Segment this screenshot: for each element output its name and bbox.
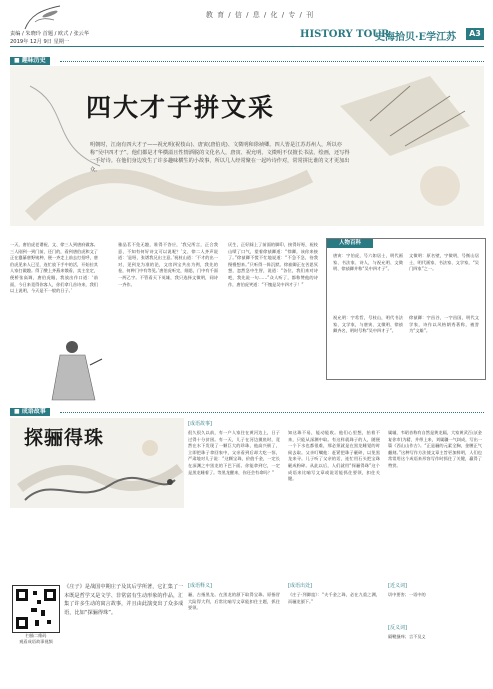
meaning-text: 骊，古指黑龙。在黑龙的颔下取得宝珠。原指冒大险得大利，后常比喻写文章能扣住主题，抓住要领。 [188, 592, 280, 611]
source-box-title: [成语出处] [288, 583, 312, 589]
article1-col1: 一天，唐伯虎老谱祝、文、徐三人到唐府做客。三人刚到一到门前，还门的，看到唐伯虎和文了正在蹇纂唐野钝种，便一齐走上前去打招呼，唐伯虎见来人已至，连忙放下手中的活，开始拉其人家打做趣。得了酸上齐燕来饿看，卖主坐定，便桥张高调，唐伯虎眼，我放出作口道：‘前面，今日来竟得你客人，你们拿几首诗来，我们以上说明，今天是不一般的日子。’ [10, 242, 98, 294]
meaning-box-title-label: 成语释义 [189, 583, 210, 589]
anti-box-title: [反义词] [388, 625, 407, 631]
story-col2: 知这珠不易，能动能收。他们心里想，抬着不来，只能从深渊中取。有这样就珠子的人，随便一个下水也都很难，那必须就是在黑龙睡觉的时候去取。父亲叮嘱他：赶紧把珠子砸碎，以免黑龙来寻。儿子听了父亲的话，连忙用石头把宝珠砸成粉碎。从此以后，人们就用“探骊得珠”这个成语来比喻写文章或说话能抓住要领，扣住关键。 [288, 430, 380, 482]
meaning-box [188, 582, 280, 672]
anti-box [388, 624, 484, 664]
story-box [188, 418, 484, 578]
story-box-title-label: 成语故事 [189, 421, 210, 427]
article1-tag-rule [60, 61, 484, 62]
article1-col3: 厌生，正好踩上了前面的脚印，接得好呀，祝枝山啧了口气，望着徐祯卿道：“徐卿，该你来接了。”徐祯卿不慌不忙地说道：“不急不急，待我慢慢想来。”只听得一阵沉默。徐祯卿正在苦思冥想，忽然急中生智，说道：“各位，我们来对诗吧，我先说一句……”众人听了，都称赞他的诗作，唐伯虎笑道：“不愧是吴中四才子！” [228, 242, 318, 287]
section-en: HISTORY TOUR [300, 29, 390, 40]
people-entry-2: 祝允明：字希哲，号枝山，明代书法家、文学家，与唐寅、文徵明、徐祯卿齐名，明时号称“吴中四才子”。 [333, 315, 403, 334]
dragon-icon [20, 470, 180, 510]
people-box-title: 人物百科 [327, 239, 373, 248]
editor-line: 责编 / 朱晓玲 首题 / 欧式 / 张云华 [10, 31, 90, 37]
article2-tag-rule [60, 412, 484, 413]
ink-bamboo-icon [20, 4, 65, 30]
source-box-title-label: 成语出处 [289, 583, 310, 589]
article1-col2: 雅品茗不免无趣，谁得不答应，‘我兄所言，正合我意，不知有何好诗文可以说呢？’文、徐二人齐声说道：‘是呀，张谱我兄出主意。’祝枝山道：‘不才的出一对，见到龙为准的论，文房四宝共出为例，我先的卷，何种门中有等见。’唐伯虎听完，细思，门中有千面一两乙字。不管看天下英雄，我只选择文徵明，同诗一齐作。 [118, 242, 218, 287]
near-text: 切中要害；一语中的 [388, 592, 426, 597]
article2-intro: 《庄子》是战国中期庄子及其后学所著，它汇集了一本既是哲学又是文学、非常富有生动形象的作品，汇集了许多生动的寓言故事，并且由此演变出了众多成语，比如“探骊得珠”。 [64, 584, 184, 616]
header-motto: 教 育 / 信 / 息 / 化 / 专 / 刊 [205, 11, 315, 19]
people-entry-3: 徐祯卿：字昌谷，一字昌国，明代文学家，诗作以风格朗秀著称，被誉为“文雄”。 [409, 315, 479, 334]
near-box-title: [近义词] [388, 583, 407, 589]
people-entry-0: 唐寅：字伯虎，号六如居士，明代画家、书法家、诗人，与祝允明、文徵明、徐祯卿并称“吴中四才子”。 [333, 253, 403, 272]
qr-code-icon [13, 586, 59, 632]
section-cn: 史海拾贝·E学江苏 [375, 32, 457, 43]
article2-tag [10, 408, 50, 416]
figure-illustration [40, 335, 110, 405]
anti-box-title-label: 反义词 [389, 625, 405, 631]
article1-tag [10, 57, 50, 65]
dragon-illustration [20, 470, 180, 510]
page-number: A3 [466, 28, 484, 40]
header-ornament [20, 4, 65, 30]
story-col1: 很久很久以前，有一户人家住在黄河边上，日子过得十分贫困。有一天，儿子在河边摸鱼时，竟然在水下发现了一颗巨大的珍珠，他高兴极了，立即把珠子拿回家中，父亲看到后却大吃一惊，严肃地对儿子说：“这颗宝珠，价值千金，一定长在深渊之中黑龙的下巴下面。你能拿到它，一定是黑龙睡着了。等黑龙醒来，你还会有命吗？” [188, 430, 280, 475]
story-box-title: [成语故事] [188, 421, 212, 427]
story-col3: 属辅，韦昭音称有自然是黄龙隔，大家黄武百山(金复你市)为精，并带上来，刘属疆一气纠成，写出一篇《西山山作古》。“正是骊的元素全胸，金腰正气翻刻。”这种写作方法使文章主旨更加鲜明，人们也常常用这个成语来形容写作时抓住了关键，赢得了赞赏。 [388, 430, 482, 468]
article2-title: 探骊得珠 [24, 427, 105, 449]
tag-square-icon: ■ [14, 408, 20, 415]
source-box [288, 582, 380, 672]
meaning-box-title: [成语释义] [188, 583, 212, 589]
near-box-title-label: 近义词 [389, 583, 405, 589]
people-box [326, 238, 486, 380]
qr-code[interactable] [12, 585, 60, 633]
header-rule [10, 46, 484, 47]
article1-tag-label: 趣味历史 [21, 57, 46, 64]
people-entry-1: 文徵明：原名壁，字徵明，号衡山居士，明代画家、书法家、文学家，“吴门四家”之一。 [409, 253, 479, 272]
date-line: 2019年 12月 9日 星期一 [10, 39, 70, 45]
near-box [388, 582, 484, 622]
scholar-figure-icon [40, 335, 110, 405]
tag-square-icon: ■ [14, 57, 20, 64]
qr-caption: 扫描二维码 观看成语故事视频 [19, 633, 53, 644]
source-text: 《庄子·列御寇》：“夫千金之珠，必在九重之渊，而骊龙颔下。” [288, 592, 380, 604]
anti-text: 隔靴搔痒；言不及义 [388, 634, 426, 639]
article2-tag-label: 成语故事 [21, 408, 46, 415]
article1-title: 四大才子拼文采 [86, 93, 276, 122]
article1-intro: 明朝时，江南有四大才子——祝允明(祝枝山)、唐寅(唐伯虎)、文徵明和徐祯卿。四人皆是江苏苏州人，所以亦称“吴中四才子”。他们都是才华横溢且性情洒脱的文化名人，唐寅、祝允明、文徵明不仅擅长书法，绘画，还写得一手好诗。在他们身边发生了许多趣味横生的小故事，所以几人经常聚在一起吟诗作对，常常拼比谁的文才更加出众。 [90, 142, 350, 173]
